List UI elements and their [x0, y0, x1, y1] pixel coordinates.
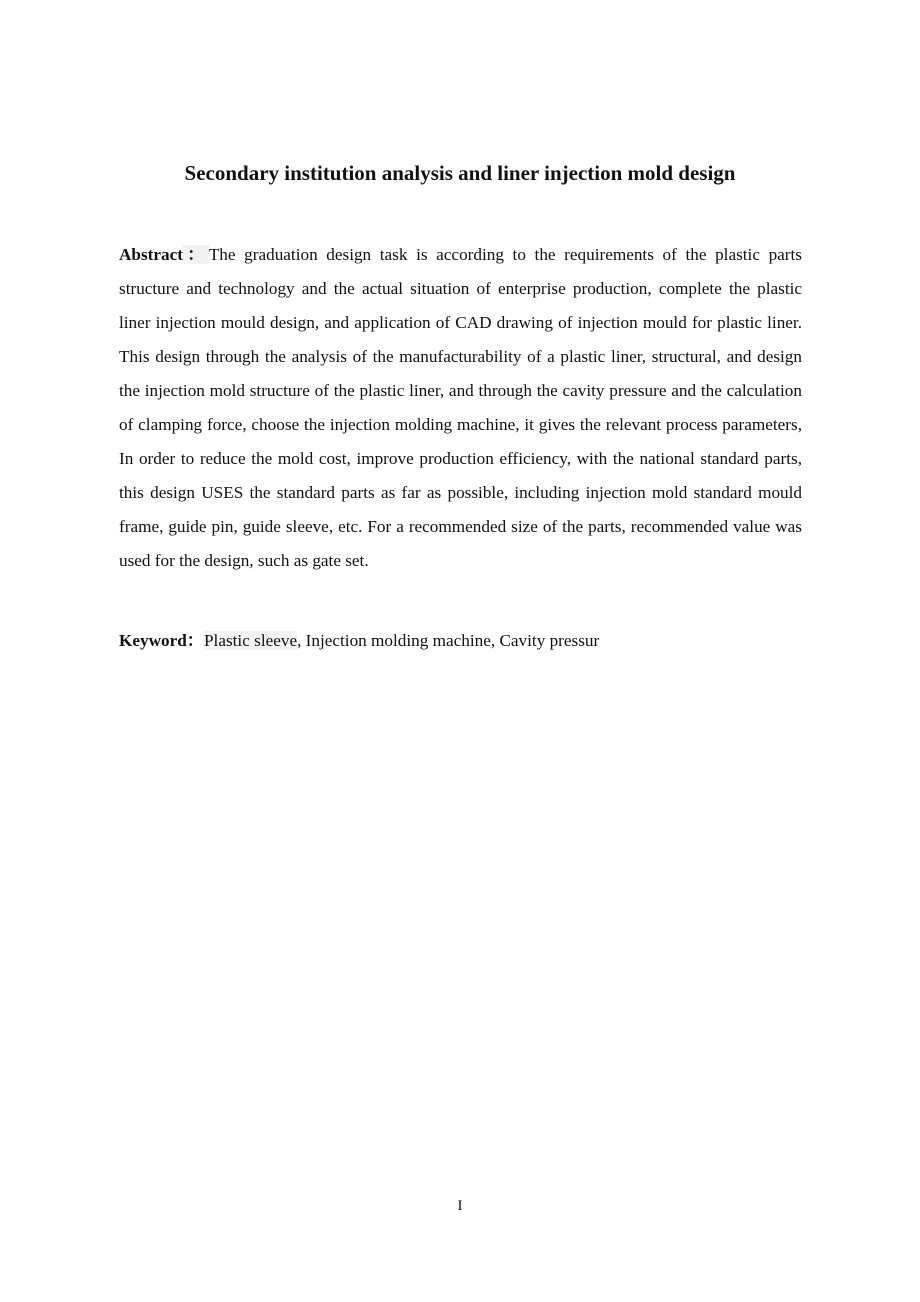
abstract-separator: ： [182, 245, 209, 264]
abstract-paragraph [119, 238, 802, 578]
keyword-first: Plastic sleeve [204, 631, 298, 650]
keywords-label: Keyword [119, 631, 187, 650]
abstract-text: The graduation design task is according to the requirements of the plastic parts structure and technology and the actual situation of enterprise production, complete the plastic liner injection mould design, and application of CAD drawing of injection mould for plastic liner. This design through the analysis of the manufacturability of a plastic liner, structural, and design the injection mold structure of the plastic liner, and through the cavity pressure and the calculation of clamping force, choose the injection molding machine, it gives the relevant process parameters, In order to reduce the mold cost, improve production efficiency, with the national standard parts, this design USES the standard parts as far as possible, including injection mold standard mould frame, guide pin, guide sleeve, etc. For a recommended size of the parts, recommended value was used for the design, such as gate set. [119, 245, 802, 570]
document-title: Secondary institution analysis and liner injection mold design [184, 161, 736, 185]
page-number: I [457, 1198, 463, 1214]
keywords-rest: , Injection molding machine, Cavity pressur [297, 631, 600, 650]
keywords-separator: ： [186, 631, 204, 650]
keywords-line [119, 624, 802, 658]
abstract-label: Abstract [119, 245, 183, 264]
